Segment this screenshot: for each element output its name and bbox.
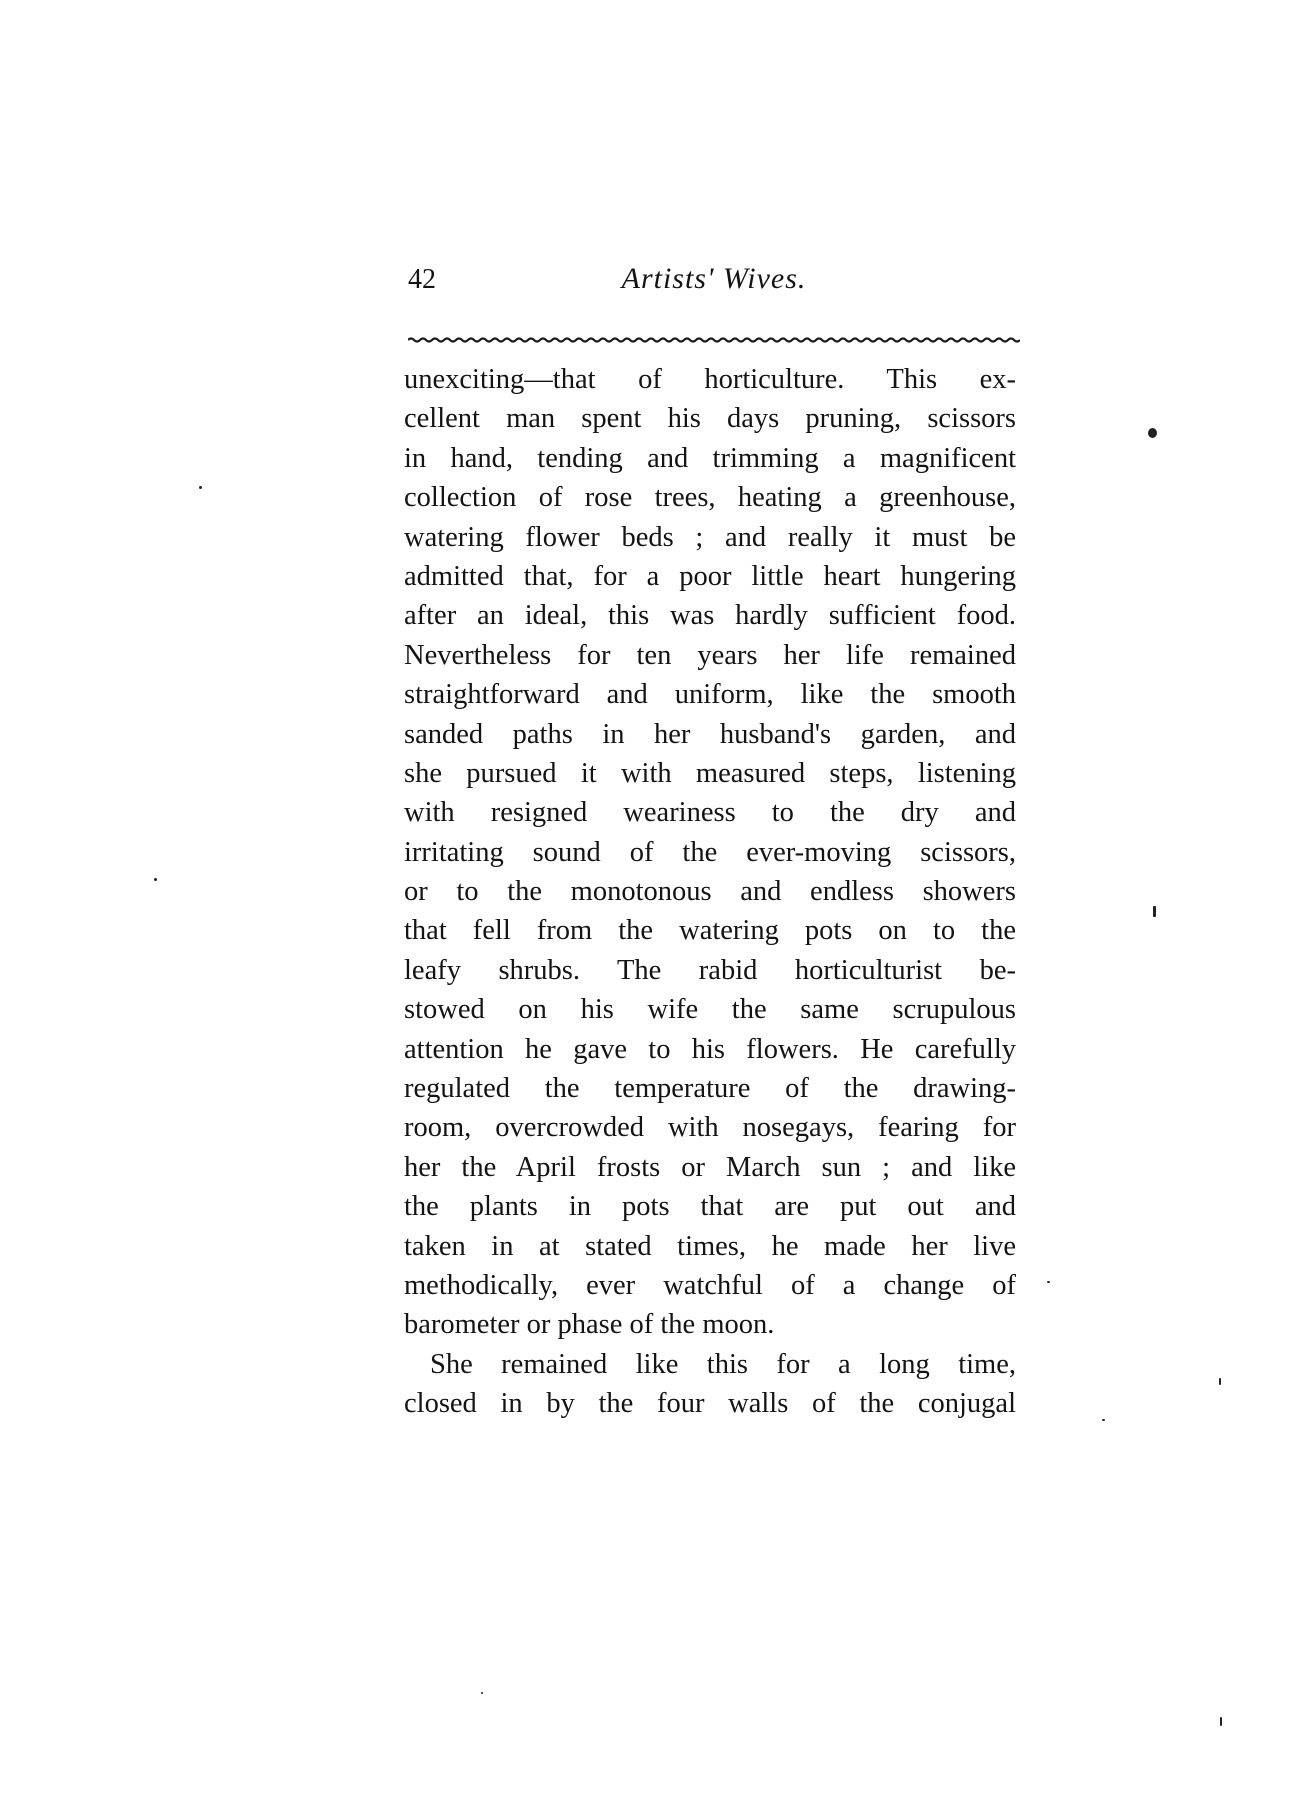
text-line: cellent man spent his days pruning, scissors [404, 403, 1016, 435]
body-text [404, 360, 1016, 1424]
text-line: She remained like this for a long time, [430, 1348, 1016, 1380]
running-title: Artists' Wives. [621, 262, 807, 295]
text-line: room, overcrowded with nosegays, fearing for [404, 1112, 1016, 1144]
running-head [408, 262, 1020, 302]
text-line: after an ideal, this was hardly sufficient food. [404, 600, 1016, 632]
text-line: with resigned weariness to the dry and [404, 797, 1016, 829]
text-line: admitted that, for a poor little heart hungering [404, 560, 1016, 592]
text-line: straightforward and uniform, like the smooth [404, 679, 1016, 711]
text-line: closed in by the four walls of the conjugal [404, 1388, 1016, 1420]
text-line: leafy shrubs. The rabid horticulturist be- [404, 954, 1016, 986]
scan-speck [481, 1692, 483, 1694]
text-line: collection of rose trees, heating a greenhouse, [404, 482, 1016, 514]
scan-speck [1220, 1717, 1222, 1726]
text-line: the plants in pots that are put out and [404, 1191, 1016, 1223]
text-line: stowed on his wife the same scrupulous [404, 994, 1016, 1026]
text-line: in hand, tending and trimming a magnificent [404, 442, 1016, 474]
text-line: taken in at stated times, he made her live [404, 1230, 1016, 1262]
text-line: Nevertheless for ten years her life remained [404, 639, 1016, 671]
text-line: regulated the temperature of the drawing- [404, 1073, 1016, 1105]
text-line: her the April frosts or March sun ; and like [404, 1151, 1016, 1183]
paragraph-1 [404, 360, 1016, 1345]
scan-speck [1047, 1281, 1050, 1283]
text-line: that fell from the watering pots on to the [404, 915, 1016, 947]
text-line: or to the monotonous and endless showers [404, 876, 1016, 908]
text-line: methodically, ever watchful of a change of [404, 1269, 1016, 1301]
text-line: she pursued it with measured steps, listening [404, 757, 1016, 789]
scan-speck [199, 486, 202, 489]
scan-speck [154, 878, 157, 881]
text-line: barometer or phase of the moon. [404, 1309, 775, 1341]
paragraph-2 [404, 1345, 1016, 1424]
scan-speck [1148, 428, 1157, 438]
scan-speck [1102, 1419, 1105, 1421]
text-line: unexciting—that of horticulture. This ex- [404, 364, 1016, 395]
text-line: attention he gave to his flowers. He carefully [404, 1033, 1016, 1065]
page-number: 42 [408, 264, 436, 295]
scan-speck [1153, 906, 1156, 917]
text-line: watering flower beds ; and really it must be [404, 521, 1016, 553]
text-line: irritating sound of the ever-moving scissors, [404, 836, 1016, 868]
text-line: sanded paths in her husband's garden, and [404, 718, 1016, 750]
wavy-rule-divider [408, 334, 1020, 346]
scan-speck [1219, 1378, 1221, 1385]
